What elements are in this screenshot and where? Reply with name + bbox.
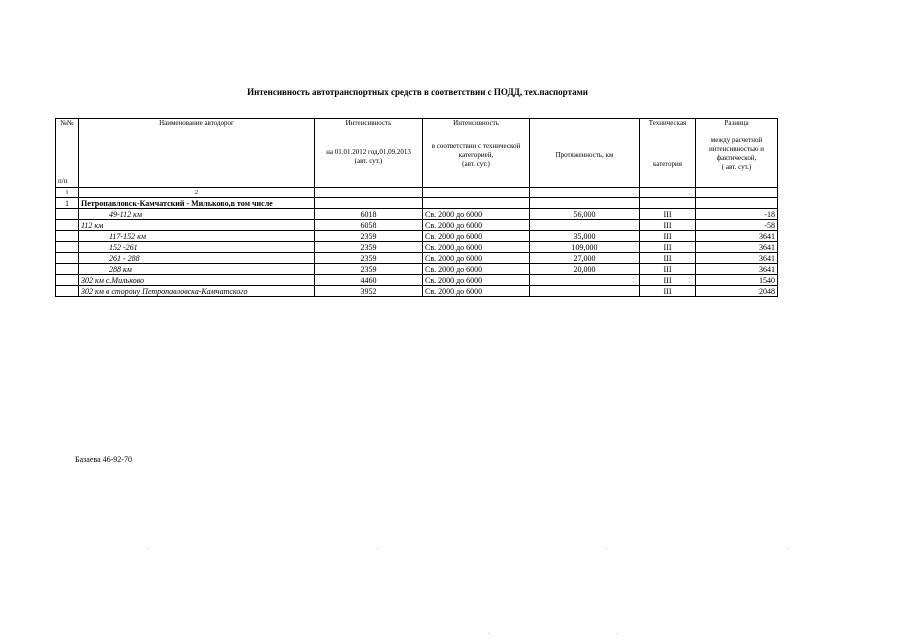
row-class: Св. 2000 до 6000	[423, 286, 530, 297]
scan-speck	[147, 548, 148, 549]
section-row	[56, 198, 778, 209]
document-title: Интенсивность автотранспортных средств в соответствии с ПОДД, тех.паспортами	[247, 87, 588, 97]
row-class: Св. 2000 до 6000	[423, 275, 530, 286]
row-diff: 3641	[696, 231, 778, 242]
row-name: 152 -261	[79, 242, 315, 253]
table-row	[56, 209, 778, 220]
header-name-label: Наименование автодорог	[159, 119, 234, 127]
table-row	[56, 286, 778, 297]
row-class: Св. 2000 до 6000	[423, 231, 530, 242]
scan-speck	[377, 548, 378, 549]
row-intensity: 2359	[315, 253, 423, 264]
scan-speck	[488, 633, 489, 634]
intensity-table	[55, 118, 778, 297]
row-diff: 1540	[696, 275, 778, 286]
row-intensity: 6058	[315, 220, 423, 231]
header-length	[530, 119, 640, 188]
table-row	[56, 242, 778, 253]
contact-note: Базаева 46-92-70	[75, 455, 132, 464]
section-name: Петропавловск-Камчатский - Мильково,в том числе	[79, 198, 315, 209]
row-diff: 3641	[696, 253, 778, 264]
scan-speck	[606, 548, 607, 549]
row-name: 302 км в сторону Петропавловска-Камчатского	[79, 286, 315, 297]
header-length-label: Протяженность, км	[555, 151, 614, 159]
row-category: III	[640, 253, 696, 264]
row-category: III	[640, 220, 696, 231]
header-cat-mid: категория	[652, 160, 683, 168]
column-number-row	[56, 188, 778, 198]
row-length: 56,000	[530, 209, 640, 220]
row-intensity: 2359	[315, 231, 423, 242]
header-name	[79, 119, 315, 188]
table-header-row	[56, 119, 778, 188]
header-cat-top: Техническая	[648, 119, 687, 127]
row-length: 27,000	[530, 253, 640, 264]
row-category: III	[640, 286, 696, 297]
row-diff: 3641	[696, 242, 778, 253]
row-name: 302 км с.Мильково	[79, 275, 315, 286]
header-intensity-category	[423, 119, 530, 188]
row-length: 109,000	[530, 242, 640, 253]
section-num: 1	[56, 198, 79, 209]
row-intensity: 2359	[315, 242, 423, 253]
header-num	[56, 119, 79, 188]
row-name: 117-152 км	[79, 231, 315, 242]
header-intensity-actual	[315, 119, 423, 188]
header-int2-unit: (авт. сут.)	[462, 160, 490, 168]
scan-speck	[617, 633, 618, 634]
header-diff-mid: между расчетной интенсивностью и фактической,	[708, 136, 765, 162]
row-class: Св. 2000 до 6000	[423, 264, 530, 275]
row-category: III	[640, 264, 696, 275]
row-name: 49-112 км	[79, 209, 315, 220]
row-length	[530, 275, 640, 286]
table-row	[56, 275, 778, 286]
row-diff: 2048	[696, 286, 778, 297]
row-diff: 3641	[696, 264, 778, 275]
header-int1-top: Интенсивность	[345, 119, 392, 127]
row-intensity: 3952	[315, 286, 423, 297]
row-name: 288 км	[79, 264, 315, 275]
row-class: Св. 2000 до 6000	[423, 253, 530, 264]
row-class: Св. 2000 до 6000	[423, 209, 530, 220]
row-name: 112 км	[79, 220, 315, 231]
row-class: Св. 2000 до 6000	[423, 242, 530, 253]
row-length	[530, 286, 640, 297]
header-category	[640, 119, 696, 188]
scan-speck	[788, 548, 789, 549]
column-number-2: 2	[79, 188, 315, 198]
row-intensity: 6018	[315, 209, 423, 220]
header-diff-unit: ( авт. сут.)	[721, 163, 752, 171]
row-diff: -58	[696, 220, 778, 231]
row-diff: -18	[696, 209, 778, 220]
header-num-bottom: п/п	[58, 177, 68, 185]
row-category: III	[640, 242, 696, 253]
header-num-top: №№	[60, 119, 74, 127]
row-category: III	[640, 231, 696, 242]
header-diff-top: Разница	[724, 119, 749, 127]
row-name: 261 - 288	[79, 253, 315, 264]
table-row	[56, 231, 778, 242]
header-int1-unit: (авт. сут.)	[354, 157, 383, 165]
table-row	[56, 220, 778, 231]
row-category: III	[640, 275, 696, 286]
row-intensity: 2359	[315, 264, 423, 275]
header-int1-mid: на 01.01.2012 год,01,09.2013	[326, 148, 411, 156]
row-class: Св. 2000 до 6000	[423, 220, 530, 231]
header-difference	[696, 119, 778, 188]
header-int2-top: Интенсивность	[453, 119, 499, 127]
row-length: 35,000	[530, 231, 640, 242]
table-row	[56, 264, 778, 275]
row-intensity: 4460	[315, 275, 423, 286]
row-length: 20,000	[530, 264, 640, 275]
column-number-1: 1	[56, 188, 79, 198]
row-length	[530, 220, 640, 231]
row-category: III	[640, 209, 696, 220]
header-int2-mid: в соответствии с технической категорией,	[431, 142, 521, 159]
table-row	[56, 253, 778, 264]
